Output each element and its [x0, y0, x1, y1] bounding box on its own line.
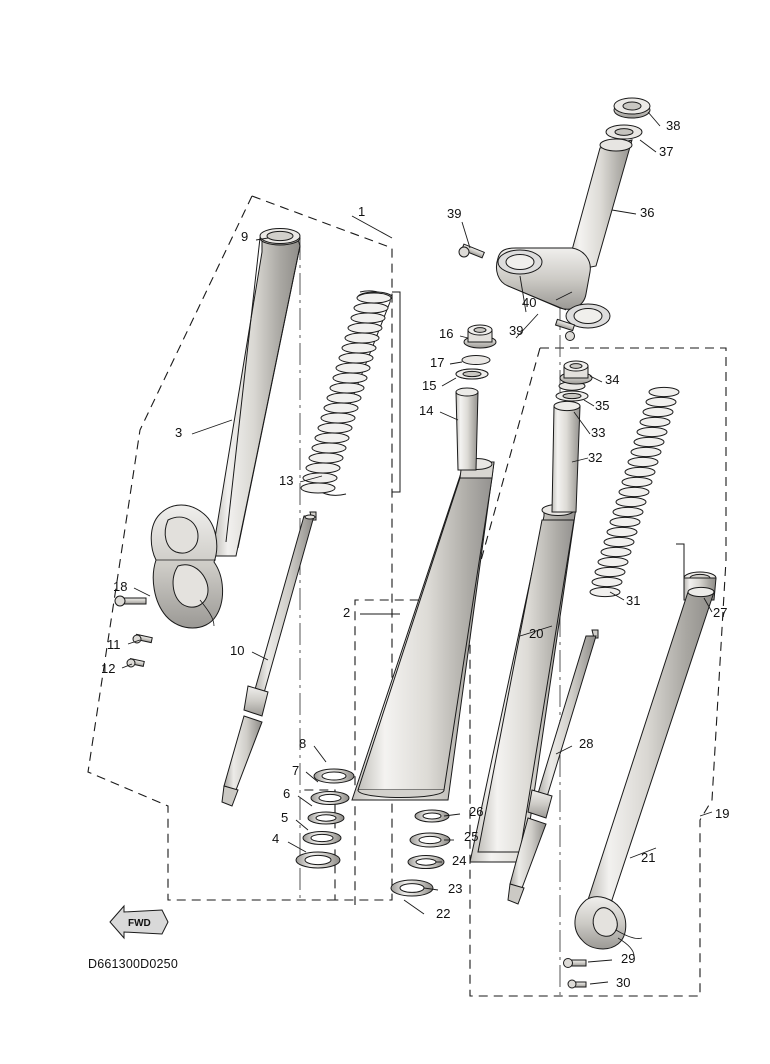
part-8-ring: [314, 769, 354, 783]
part-17-washer: [462, 356, 490, 365]
part-15-oil-seal: [456, 369, 488, 379]
svg-text:FWD: FWD: [128, 918, 151, 929]
callout-30: 30: [616, 975, 631, 990]
callout-10: 10: [230, 643, 245, 658]
callout-24: 24: [452, 853, 467, 868]
part-3-inner-tube: [212, 231, 300, 556]
callout-26: 26: [469, 804, 484, 819]
callout-32: 32: [588, 450, 603, 465]
part-35-oring: [556, 391, 588, 401]
callout-17: 17: [430, 355, 445, 370]
callout-4: 4: [272, 831, 280, 846]
part-code-label: D661300D0250: [88, 957, 178, 971]
part-13-spring-coils: [301, 293, 391, 493]
fwd-arrow: [110, 906, 168, 938]
part-38-nut: [614, 98, 650, 118]
part-34-cap-bolt: [560, 361, 592, 384]
callout-39-upper: 39: [447, 206, 462, 221]
part-39-bolt-upper: [459, 244, 484, 258]
part-18-bracket: [151, 505, 222, 628]
callout-18: 18: [113, 579, 128, 594]
part-26-ring: [415, 810, 449, 822]
callout-22: 22: [436, 906, 451, 921]
part-5-ring: [303, 832, 341, 845]
part-32-inner-tube: [552, 401, 580, 512]
callout-40: 40: [522, 295, 537, 310]
callout-34: 34: [605, 372, 620, 387]
callout-39-lower: 39: [509, 323, 524, 338]
callout-28: 28: [579, 736, 594, 751]
part-37-washer: [606, 125, 642, 139]
part-9-cap: [260, 229, 300, 244]
callout-27: 27: [713, 605, 728, 620]
callout-38: 38: [666, 118, 681, 133]
callout-9: 9: [241, 229, 249, 244]
part-7-ring: [311, 792, 349, 805]
callout-13: 13: [279, 473, 294, 488]
part-18-bolt: [115, 596, 146, 606]
callout-33: 33: [591, 425, 606, 440]
callout-35: 35: [595, 398, 610, 413]
callout-23: 23: [448, 881, 463, 896]
callout-7: 7: [292, 763, 300, 778]
callout-20: 20: [529, 626, 544, 641]
callout-19: 19: [715, 806, 730, 821]
callout-12: 12: [101, 661, 116, 676]
part-29-bolt: [564, 959, 587, 968]
callout-1: 1: [358, 204, 366, 219]
part-2-outer-tube: [352, 459, 494, 801]
callout-14: 14: [419, 403, 434, 418]
callout-36: 36: [640, 205, 655, 220]
callout-16: 16: [439, 326, 454, 341]
callout-21: 21: [641, 850, 656, 865]
callout-11: 11: [107, 637, 121, 652]
part-12-bolt: [127, 659, 144, 667]
callout-29: 29: [621, 951, 636, 966]
callout-2: 2: [343, 605, 351, 620]
part-30-bolt: [568, 980, 586, 988]
part-4-ring: [296, 852, 340, 868]
callout-3: 3: [175, 425, 183, 440]
part-16-cap-bolt: [464, 325, 496, 348]
callout-8: 8: [299, 736, 307, 751]
callout-31: 31: [626, 593, 641, 608]
callout-37: 37: [659, 144, 674, 159]
part-31-spring: [590, 387, 679, 596]
callout-25: 25: [464, 829, 479, 844]
part-6-ring: [308, 812, 344, 824]
callout-5: 5: [281, 810, 289, 825]
callout-15: 15: [422, 378, 437, 393]
part-14-inner-tube: [456, 388, 478, 470]
callout-6: 6: [283, 786, 291, 801]
part-21-slider: [575, 587, 714, 956]
